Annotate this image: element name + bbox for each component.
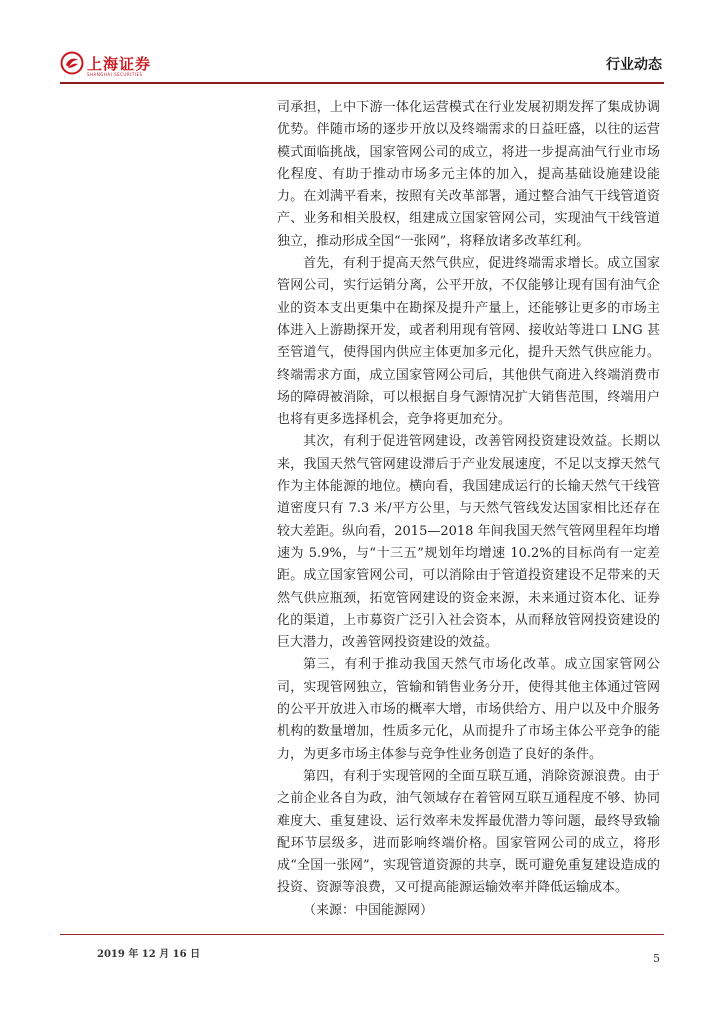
logo-text: 上海证券 — [87, 54, 152, 73]
paragraph-continued: 司承担，上中下游一体化运营模式在行业发展初期发挥了集成协调优势。伴随市场的逐步开放以及终端需求的日益旺盛，以往的运营模式面临挑战，国家管网公司的成立，将进一步提高油气行业市场化程度、有助于推动市场多元主体的加入，提高基础设施建设能力。在刘满平看来，按照有关改革部署，通过整合油气干线管道资产、业务和相关股权，组建成立国家管网公司，实现油气干线管道独立，推动形成全国“一张网”，将释放诸多改革红利。 — [277, 100, 660, 249]
paragraph-first: 首先，有利于提高天然气供应，促进终端需求增长。成立国家管网公司，实行运销分离，公平开放，不仅能够让现有国有油气企业的资本支出更集中在勘探及提升产量上，还能够让更多的市场主体进入上游勘探开发，或者利用现有管网、接收站等进口 LNG 甚至管道气，使得国内供应主体更加多元化，提升天然气供应能力。终端需求方面，成立国家管网公司后，其他供气商进入终端消费市场的障碍被消除，可以根据自身气源情况扩大销售范围，终端用户也将有更多选择机会，竞争将更加充分。 — [277, 256, 660, 428]
footer-divider — [60, 934, 664, 935]
paragraph-fourth: 第四，有利于实现管网的全面互联互通，消除资源浪费。由于之前企业各自为政，油气领域存在着管网互联互通程度不够、协同难度大、重复建设、运行效率未发挥最优潜力等问题，最终导致输配环节层级多，进而影响终端价格。国家管网公司的成立，将形成“全国一张网”，实现管道资源的共享，既可避免重复建设造成的投资、资源等浪费，又可提高能源运输效率并降低运输成本。 — [277, 768, 660, 896]
header-divider — [60, 82, 664, 84]
page-header — [60, 48, 664, 82]
footer-date: 2019 年 12 月 16 日 — [97, 949, 201, 960]
paragraph-second: 其次，有利于促进管网建设，改善管网投资建设效益。长期以来，我国天然气管网建设滞后于产业发展速度，不足以支撑天然气作为主体能源的地位。横向看，我国建成运行的长输天然气干线管道密度只有 7.3 米/平方公里，与天然气管线发达国家相比还存在较大差距。纵向看，2015—2018 年间我国天然气管网里程年均增速为 5.9%，与“十三五”规划年均增速 10.2%的目标尚有一定差距。成立国家管网公司，可以消除由于管道投资建设不足带来的天然气供应瓶颈，拓宽管网建设的资金来源，未来通过资本化、证券化的渠道，上市募资广泛引入社会资本，从而释放管网投资建设的巨大潜力，改善管网投资建设的效益。 — [277, 434, 660, 651]
logo-subtext: SHANGHAI SECURITIES — [87, 72, 143, 77]
page-number: 5 — [653, 952, 660, 965]
logo-mark-icon — [60, 51, 84, 75]
paragraph-third: 第三，有利于推动我国天然气市场化改革。成立国家管网公司，实现管网独立，管输和销售业务分开，使得其他主体通过管网的公平开放进入市场的概率大增，市场供给方、用户以及中介服务机构的数量增加，性质多元化，从而提升了市场主体公平竞争的能力，为更多市场主体参与竞争性业务创造了良好的条件。 — [277, 657, 660, 762]
source-note: （来源：中国能源网） — [303, 902, 434, 918]
section-tag: 行业动态 — [606, 57, 662, 73]
article-body — [277, 97, 660, 922]
